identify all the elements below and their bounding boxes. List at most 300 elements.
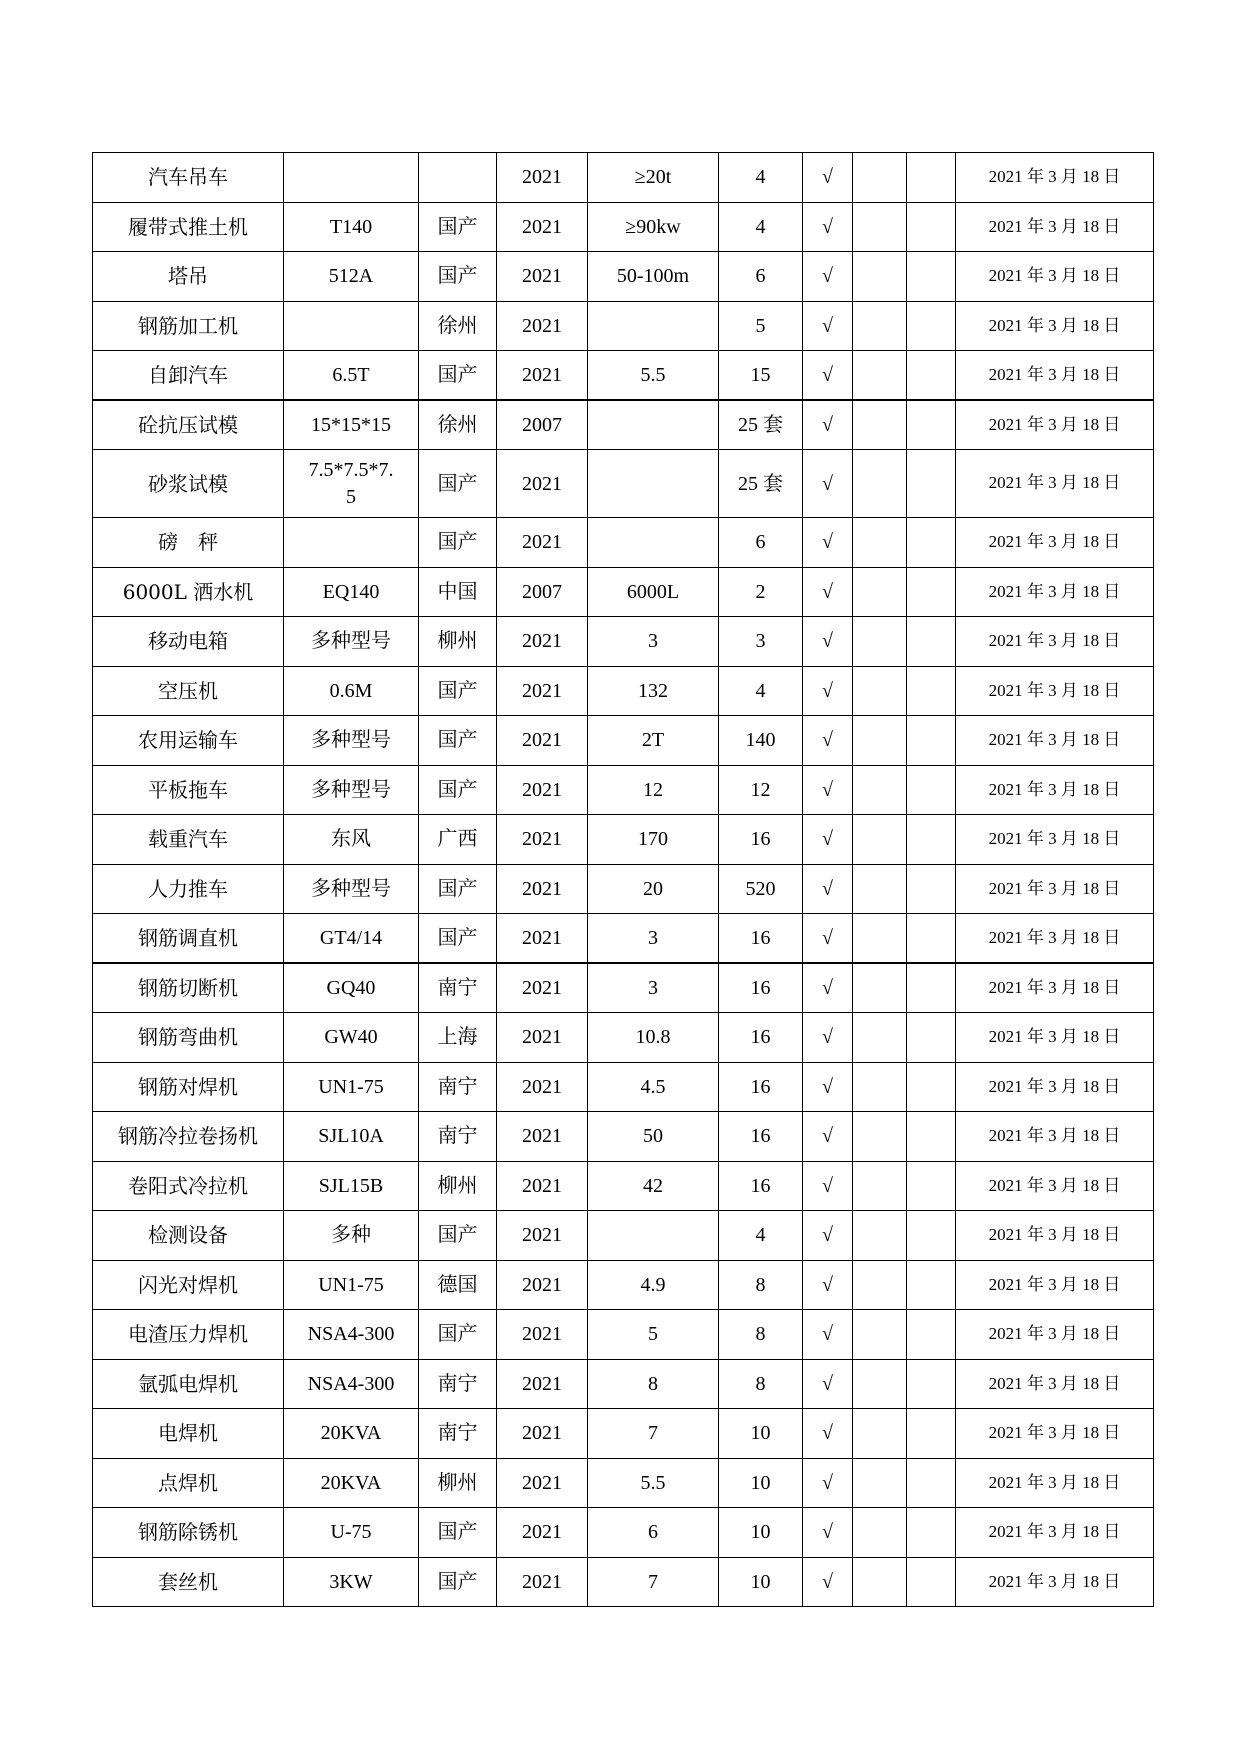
equipment-name-cell: 电焊机 <box>93 1409 284 1459</box>
check-mark-cell: √ <box>803 567 853 617</box>
quantity-cell: 15 <box>719 351 803 401</box>
blank-cell <box>853 153 907 203</box>
date-cell: 2021 年 3 月 18 日 <box>956 153 1154 203</box>
year-cell: 2021 <box>497 617 588 667</box>
model-cell: 多种型号 <box>284 716 419 766</box>
quantity-cell: 4 <box>719 153 803 203</box>
blank-cell <box>907 202 956 252</box>
check-mark-cell: √ <box>803 666 853 716</box>
equipment-name-cell: 砼抗压试模 <box>93 400 284 450</box>
date-cell: 2021 年 3 月 18 日 <box>956 765 1154 815</box>
year-cell: 2021 <box>497 864 588 914</box>
spec-cell: ≥90kw <box>588 202 719 252</box>
date-cell: 2021 年 3 月 18 日 <box>956 1458 1154 1508</box>
model-cell: GQ40 <box>284 963 419 1013</box>
model-cell: NSA4-300 <box>284 1310 419 1360</box>
blank-cell <box>907 567 956 617</box>
origin-cell: 国产 <box>419 716 497 766</box>
check-mark-cell: √ <box>803 518 853 568</box>
spec-cell: 7 <box>588 1557 719 1607</box>
year-cell: 2021 <box>497 153 588 203</box>
spec-cell: 4.5 <box>588 1062 719 1112</box>
spec-cell: 2T <box>588 716 719 766</box>
year-cell: 2021 <box>497 252 588 302</box>
model-cell: 20KVA <box>284 1458 419 1508</box>
year-cell: 2021 <box>497 1112 588 1162</box>
date-cell: 2021 年 3 月 18 日 <box>956 518 1154 568</box>
table-row <box>93 450 1154 518</box>
check-mark-cell: √ <box>803 1260 853 1310</box>
year-cell: 2021 <box>497 1508 588 1558</box>
origin-cell: 国产 <box>419 1557 497 1607</box>
model-cell: 20KVA <box>284 1409 419 1459</box>
blank-cell <box>907 765 956 815</box>
blank-cell <box>853 202 907 252</box>
equipment-name-cell: 空压机 <box>93 666 284 716</box>
model-cell: 多种型号 <box>284 765 419 815</box>
table-row <box>93 351 1154 401</box>
blank-cell <box>907 1161 956 1211</box>
table-row <box>93 1112 1154 1162</box>
date-cell: 2021 年 3 月 18 日 <box>956 1359 1154 1409</box>
equipment-name-cell: 6000L 洒水机 <box>93 567 284 617</box>
quantity-cell: 8 <box>719 1359 803 1409</box>
quantity-cell: 10 <box>719 1557 803 1607</box>
spec-cell: 6 <box>588 1508 719 1558</box>
date-cell: 2021 年 3 月 18 日 <box>956 400 1154 450</box>
equipment-name-cell: 钢筋对焊机 <box>93 1062 284 1112</box>
blank-cell <box>907 815 956 865</box>
date-cell: 2021 年 3 月 18 日 <box>956 450 1154 518</box>
date-cell: 2021 年 3 月 18 日 <box>956 1211 1154 1261</box>
check-mark-cell: √ <box>803 252 853 302</box>
quantity-cell: 5 <box>719 301 803 351</box>
origin-cell: 国产 <box>419 518 497 568</box>
origin-cell: 国产 <box>419 765 497 815</box>
spec-cell: 10.8 <box>588 1013 719 1063</box>
quantity-cell: 2 <box>719 567 803 617</box>
check-mark-cell: √ <box>803 1409 853 1459</box>
year-cell: 2021 <box>497 301 588 351</box>
date-cell: 2021 年 3 月 18 日 <box>956 864 1154 914</box>
check-mark-cell: √ <box>803 1112 853 1162</box>
year-cell: 2021 <box>497 1557 588 1607</box>
year-cell: 2021 <box>497 1211 588 1261</box>
check-mark-cell: √ <box>803 400 853 450</box>
model-cell: T140 <box>284 202 419 252</box>
equipment-name-cell: 自卸汽车 <box>93 351 284 401</box>
origin-cell: 南宁 <box>419 1359 497 1409</box>
quantity-cell: 10 <box>719 1458 803 1508</box>
spec-cell: 12 <box>588 765 719 815</box>
date-cell: 2021 年 3 月 18 日 <box>956 716 1154 766</box>
model-cell: 6.5T <box>284 351 419 401</box>
table-row <box>93 1458 1154 1508</box>
origin-cell: 国产 <box>419 864 497 914</box>
origin-cell: 德国 <box>419 1260 497 1310</box>
check-mark-cell: √ <box>803 1557 853 1607</box>
model-cell: UN1-75 <box>284 1260 419 1310</box>
quantity-cell: 16 <box>719 1112 803 1162</box>
model-cell: NSA4-300 <box>284 1359 419 1409</box>
table-row <box>93 1508 1154 1558</box>
model-cell <box>284 518 419 568</box>
blank-cell <box>853 1508 907 1558</box>
year-cell: 2021 <box>497 1013 588 1063</box>
year-cell: 2007 <box>497 400 588 450</box>
model-cell: EQ140 <box>284 567 419 617</box>
equipment-name-cell: 人力推车 <box>93 864 284 914</box>
check-mark-cell: √ <box>803 617 853 667</box>
quantity-cell: 8 <box>719 1260 803 1310</box>
year-cell: 2021 <box>497 1062 588 1112</box>
origin-cell: 国产 <box>419 914 497 964</box>
table-row <box>93 963 1154 1013</box>
table-row <box>93 1161 1154 1211</box>
origin-cell: 国产 <box>419 1508 497 1558</box>
spec-cell: 3 <box>588 963 719 1013</box>
equipment-name-cell: 点焊机 <box>93 1458 284 1508</box>
blank-cell <box>907 351 956 401</box>
table-row <box>93 202 1154 252</box>
blank-cell <box>853 518 907 568</box>
spec-cell: 8 <box>588 1359 719 1409</box>
model-cell: U-75 <box>284 1508 419 1558</box>
blank-cell <box>853 400 907 450</box>
origin-cell: 国产 <box>419 450 497 518</box>
equipment-name-cell: 钢筋调直机 <box>93 914 284 964</box>
table-row <box>93 567 1154 617</box>
equipment-name-cell: 移动电箱 <box>93 617 284 667</box>
equipment-name-cell: 履带式推土机 <box>93 202 284 252</box>
date-cell: 2021 年 3 月 18 日 <box>956 914 1154 964</box>
year-cell: 2021 <box>497 1359 588 1409</box>
blank-cell <box>853 1359 907 1409</box>
origin-cell: 国产 <box>419 202 497 252</box>
quantity-cell: 520 <box>719 864 803 914</box>
equipment-name-cell: 农用运输车 <box>93 716 284 766</box>
model-cell: 东风 <box>284 815 419 865</box>
table-row <box>93 1557 1154 1607</box>
quantity-cell: 25 套 <box>719 400 803 450</box>
year-cell: 2021 <box>497 716 588 766</box>
check-mark-cell: √ <box>803 351 853 401</box>
check-mark-cell: √ <box>803 202 853 252</box>
table-row <box>93 716 1154 766</box>
date-cell: 2021 年 3 月 18 日 <box>956 666 1154 716</box>
origin-cell: 南宁 <box>419 963 497 1013</box>
model-cell: 7.5*7.5*7.5 <box>284 450 419 518</box>
check-mark-cell: √ <box>803 1458 853 1508</box>
blank-cell <box>907 963 956 1013</box>
table-row <box>93 765 1154 815</box>
model-cell: 0.6M <box>284 666 419 716</box>
quantity-cell: 6 <box>719 518 803 568</box>
origin-cell: 南宁 <box>419 1062 497 1112</box>
spec-cell: 5.5 <box>588 1458 719 1508</box>
check-mark-cell: √ <box>803 963 853 1013</box>
blank-cell <box>853 1260 907 1310</box>
table-row <box>93 1409 1154 1459</box>
blank-cell <box>907 864 956 914</box>
blank-cell <box>853 666 907 716</box>
model-cell: 15*15*15 <box>284 400 419 450</box>
model-cell: GT4/14 <box>284 914 419 964</box>
check-mark-cell: √ <box>803 153 853 203</box>
year-cell: 2021 <box>497 963 588 1013</box>
year-cell: 2007 <box>497 567 588 617</box>
spec-cell: 7 <box>588 1409 719 1459</box>
date-cell: 2021 年 3 月 18 日 <box>956 202 1154 252</box>
blank-cell <box>853 1310 907 1360</box>
table-row <box>93 914 1154 964</box>
equipment-name-cell: 电渣压力焊机 <box>93 1310 284 1360</box>
spec-cell: 4.9 <box>588 1260 719 1310</box>
spec-cell: 6000L <box>588 567 719 617</box>
equipment-name-cell: 卷阳式冷拉机 <box>93 1161 284 1211</box>
equipment-name-cell: 钢筋弯曲机 <box>93 1013 284 1063</box>
spec-cell: 5.5 <box>588 351 719 401</box>
origin-cell: 南宁 <box>419 1409 497 1459</box>
blank-cell <box>907 666 956 716</box>
model-cell <box>284 153 419 203</box>
blank-cell <box>907 1062 956 1112</box>
spec-cell <box>588 1211 719 1261</box>
spec-cell <box>588 450 719 518</box>
equipment-table <box>92 152 1154 1607</box>
date-cell: 2021 年 3 月 18 日 <box>956 1260 1154 1310</box>
table-row <box>93 864 1154 914</box>
table-row <box>93 815 1154 865</box>
blank-cell <box>907 252 956 302</box>
date-cell: 2021 年 3 月 18 日 <box>956 1161 1154 1211</box>
equipment-name-cell: 套丝机 <box>93 1557 284 1607</box>
year-cell: 2021 <box>497 666 588 716</box>
quantity-cell: 16 <box>719 1013 803 1063</box>
origin-cell: 中国 <box>419 567 497 617</box>
blank-cell <box>853 1211 907 1261</box>
spec-cell: 50-100m <box>588 252 719 302</box>
table-row <box>93 301 1154 351</box>
model-cell: GW40 <box>284 1013 419 1063</box>
equipment-name-cell: 塔吊 <box>93 252 284 302</box>
year-cell: 2021 <box>497 450 588 518</box>
table-row <box>93 252 1154 302</box>
check-mark-cell: √ <box>803 1310 853 1360</box>
blank-cell <box>907 1211 956 1261</box>
blank-cell <box>907 1359 956 1409</box>
table-row <box>93 400 1154 450</box>
date-cell: 2021 年 3 月 18 日 <box>956 1557 1154 1607</box>
blank-cell <box>907 1260 956 1310</box>
table-row <box>93 1260 1154 1310</box>
origin-cell: 国产 <box>419 252 497 302</box>
blank-cell <box>853 567 907 617</box>
equipment-name-cell: 氩弧电焊机 <box>93 1359 284 1409</box>
check-mark-cell: √ <box>803 1161 853 1211</box>
date-cell: 2021 年 3 月 18 日 <box>956 567 1154 617</box>
blank-cell <box>907 400 956 450</box>
equipment-table-body <box>93 153 1154 1607</box>
spec-cell: ≥20t <box>588 153 719 203</box>
blank-cell <box>853 864 907 914</box>
origin-cell: 广西 <box>419 815 497 865</box>
blank-cell <box>853 815 907 865</box>
year-cell: 2021 <box>497 1409 588 1459</box>
date-cell: 2021 年 3 月 18 日 <box>956 1112 1154 1162</box>
table-row <box>93 1211 1154 1261</box>
blank-cell <box>853 1409 907 1459</box>
quantity-cell: 16 <box>719 914 803 964</box>
quantity-cell: 10 <box>719 1508 803 1558</box>
blank-cell <box>853 1112 907 1162</box>
spec-cell: 42 <box>588 1161 719 1211</box>
table-row <box>93 1310 1154 1360</box>
table-row <box>93 153 1154 203</box>
blank-cell <box>853 1161 907 1211</box>
spec-cell: 3 <box>588 617 719 667</box>
origin-cell: 国产 <box>419 351 497 401</box>
quantity-cell: 140 <box>719 716 803 766</box>
date-cell: 2021 年 3 月 18 日 <box>956 1409 1154 1459</box>
quantity-cell: 3 <box>719 617 803 667</box>
check-mark-cell: √ <box>803 1211 853 1261</box>
blank-cell <box>853 765 907 815</box>
equipment-name-cell: 钢筋加工机 <box>93 301 284 351</box>
equipment-name-cell: 砂浆试模 <box>93 450 284 518</box>
origin-cell: 柳州 <box>419 1458 497 1508</box>
blank-cell <box>853 1062 907 1112</box>
spec-cell <box>588 400 719 450</box>
year-cell: 2021 <box>497 1260 588 1310</box>
model-cell: 多种型号 <box>284 864 419 914</box>
blank-cell <box>853 1013 907 1063</box>
blank-cell <box>907 1013 956 1063</box>
check-mark-cell: √ <box>803 1508 853 1558</box>
quantity-cell: 16 <box>719 963 803 1013</box>
origin-cell: 徐州 <box>419 301 497 351</box>
date-cell: 2021 年 3 月 18 日 <box>956 815 1154 865</box>
year-cell: 2021 <box>497 518 588 568</box>
check-mark-cell: √ <box>803 1062 853 1112</box>
check-mark-cell: √ <box>803 301 853 351</box>
origin-cell: 南宁 <box>419 1112 497 1162</box>
date-cell: 2021 年 3 月 18 日 <box>956 252 1154 302</box>
date-cell: 2021 年 3 月 18 日 <box>956 1013 1154 1063</box>
blank-cell <box>907 1458 956 1508</box>
model-cell: 多种型号 <box>284 617 419 667</box>
quantity-cell: 25 套 <box>719 450 803 518</box>
blank-cell <box>907 1310 956 1360</box>
origin-cell: 柳州 <box>419 617 497 667</box>
year-cell: 2021 <box>497 351 588 401</box>
equipment-name-cell: 钢筋冷拉卷扬机 <box>93 1112 284 1162</box>
table-row <box>93 1359 1154 1409</box>
blank-cell <box>907 914 956 964</box>
model-cell: UN1-75 <box>284 1062 419 1112</box>
spec-cell <box>588 301 719 351</box>
table-row <box>93 617 1154 667</box>
quantity-cell: 10 <box>719 1409 803 1459</box>
blank-cell <box>853 716 907 766</box>
blank-cell <box>853 252 907 302</box>
date-cell: 2021 年 3 月 18 日 <box>956 1062 1154 1112</box>
origin-cell: 柳州 <box>419 1161 497 1211</box>
spec-cell: 50 <box>588 1112 719 1162</box>
model-cell: SJL10A <box>284 1112 419 1162</box>
blank-cell <box>907 518 956 568</box>
blank-cell <box>907 301 956 351</box>
check-mark-cell: √ <box>803 450 853 518</box>
origin-cell: 国产 <box>419 1310 497 1360</box>
model-cell: SJL15B <box>284 1161 419 1211</box>
quantity-cell: 4 <box>719 1211 803 1261</box>
blank-cell <box>853 617 907 667</box>
model-cell <box>284 301 419 351</box>
spec-cell: 5 <box>588 1310 719 1360</box>
year-cell: 2021 <box>497 815 588 865</box>
equipment-name-cell: 检测设备 <box>93 1211 284 1261</box>
equipment-name-cell: 闪光对焊机 <box>93 1260 284 1310</box>
quantity-cell: 16 <box>719 1062 803 1112</box>
blank-cell <box>907 617 956 667</box>
date-cell: 2021 年 3 月 18 日 <box>956 617 1154 667</box>
model-cell: 多种 <box>284 1211 419 1261</box>
date-cell: 2021 年 3 月 18 日 <box>956 1508 1154 1558</box>
origin-cell: 国产 <box>419 666 497 716</box>
spec-cell: 170 <box>588 815 719 865</box>
date-cell: 2021 年 3 月 18 日 <box>956 963 1154 1013</box>
date-cell: 2021 年 3 月 18 日 <box>956 301 1154 351</box>
quantity-cell: 8 <box>719 1310 803 1360</box>
table-row <box>93 666 1154 716</box>
year-cell: 2021 <box>497 765 588 815</box>
check-mark-cell: √ <box>803 864 853 914</box>
date-cell: 2021 年 3 月 18 日 <box>956 1310 1154 1360</box>
model-cell: 3KW <box>284 1557 419 1607</box>
blank-cell <box>853 1557 907 1607</box>
quantity-cell: 4 <box>719 202 803 252</box>
blank-cell <box>907 1409 956 1459</box>
check-mark-cell: √ <box>803 1359 853 1409</box>
equipment-name-cell: 汽车吊车 <box>93 153 284 203</box>
blank-cell <box>907 716 956 766</box>
origin-cell: 徐州 <box>419 400 497 450</box>
blank-cell <box>907 1112 956 1162</box>
model-cell: 512A <box>284 252 419 302</box>
origin-cell <box>419 153 497 203</box>
spec-cell <box>588 518 719 568</box>
check-mark-cell: √ <box>803 815 853 865</box>
year-cell: 2021 <box>497 202 588 252</box>
blank-cell <box>907 1557 956 1607</box>
year-cell: 2021 <box>497 914 588 964</box>
spec-cell: 20 <box>588 864 719 914</box>
origin-cell: 上海 <box>419 1013 497 1063</box>
date-cell: 2021 年 3 月 18 日 <box>956 351 1154 401</box>
blank-cell <box>907 153 956 203</box>
blank-cell <box>853 301 907 351</box>
spec-cell: 3 <box>588 914 719 964</box>
quantity-cell: 16 <box>719 815 803 865</box>
quantity-cell: 4 <box>719 666 803 716</box>
year-cell: 2021 <box>497 1458 588 1508</box>
equipment-name-cell: 钢筋切断机 <box>93 963 284 1013</box>
table-row <box>93 518 1154 568</box>
spec-cell: 132 <box>588 666 719 716</box>
equipment-name-cell: 平板拖车 <box>93 765 284 815</box>
table-row <box>93 1013 1154 1063</box>
